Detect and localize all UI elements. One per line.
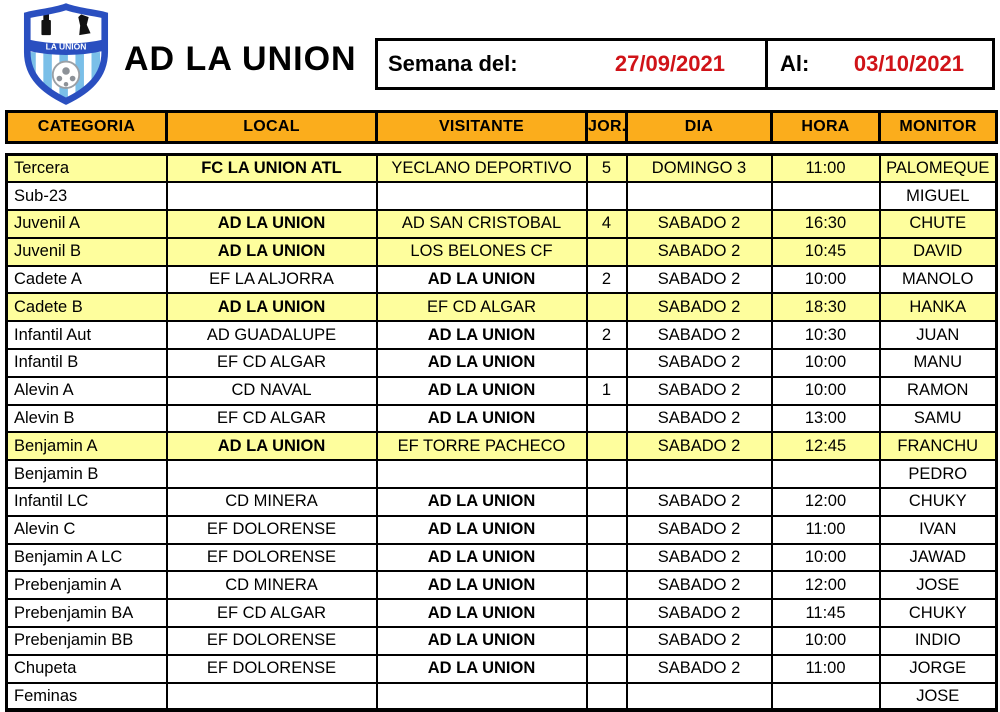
cell-local: EF CD ALGAR [167,349,377,377]
cell-jor: 1 [587,377,627,405]
schedule-table [5,110,995,712]
table-row [7,155,997,183]
cell-local [167,182,377,210]
cell-visitante: AD LA UNION [377,599,587,627]
column-header-jor: JOR. [587,112,627,143]
table-row [7,266,997,294]
cell-jor [587,182,627,210]
cell-dia [627,683,772,711]
cell-hora: 13:00 [772,405,880,433]
cell-dia: SABADO 2 [627,321,772,349]
cell-visitante: AD LA UNION [377,377,587,405]
cell-monitor: CHUTE [880,210,997,238]
football-icon [53,62,79,88]
cell-monitor: MIGUEL [880,182,997,210]
cell-local: AD LA UNION [167,432,377,460]
week-to-section [768,41,992,87]
table-row [7,627,997,655]
cell-local: EF DOLORENSE [167,655,377,683]
cell-hora: 10:30 [772,321,880,349]
column-header-monitor: MONITOR [880,112,997,143]
cell-categoria: Feminas [7,683,167,711]
cell-jor [587,488,627,516]
cell-jor [587,683,627,711]
week-from-date: 27/09/2021 [614,51,725,76]
cell-categoria: Tercera [7,155,167,183]
cell-local: AD LA UNION [167,238,377,266]
cell-local: AD GUADALUPE [167,321,377,349]
cell-monitor: CHUKY [880,488,997,516]
cell-categoria: Cadete B [7,293,167,321]
cell-categoria: Benjamin A LC [7,544,167,572]
cell-dia: SABADO 2 [627,627,772,655]
cell-visitante: AD LA UNION [377,627,587,655]
cell-categoria: Alevin A [7,377,167,405]
cell-categoria: Benjamin B [7,460,167,488]
cell-local: CD NAVAL [167,377,377,405]
week-range-box [375,38,995,90]
cell-visitante: LOS BELONES CF [377,238,587,266]
cell-monitor: JAWAD [880,544,997,572]
cell-categoria: Infantil B [7,349,167,377]
cell-hora: 11:00 [772,655,880,683]
cell-dia: SABADO 2 [627,238,772,266]
week-from-label: Semana del: [388,51,518,76]
cell-categoria: Cadete A [7,266,167,294]
cell-categoria: Alevin B [7,405,167,433]
table-row [7,182,997,210]
cell-dia: SABADO 2 [627,571,772,599]
cell-visitante: AD LA UNION [377,655,587,683]
cell-hora: 10:45 [772,238,880,266]
cell-jor [587,516,627,544]
table-row [7,293,997,321]
cell-dia: SABADO 2 [627,266,772,294]
table-row [7,238,997,266]
cell-jor [587,405,627,433]
cell-hora: 12:00 [772,571,880,599]
cell-local: AD LA UNION [167,293,377,321]
week-from-section [378,41,768,87]
cell-hora [772,182,880,210]
cell-visitante: AD SAN CRISTOBAL [377,210,587,238]
column-header-dia: DIA [627,112,772,143]
table-row [7,349,997,377]
cell-jor [587,655,627,683]
week-to-date: 03/10/2021 [853,51,964,76]
cell-visitante: YECLANO DEPORTIVO [377,155,587,183]
header-body-gap [5,144,995,153]
cell-monitor: JORGE [880,655,997,683]
column-header-local: LOCAL [167,112,377,143]
cell-local: EF CD ALGAR [167,599,377,627]
cell-monitor: MANOLO [880,266,997,294]
cell-dia: SABADO 2 [627,599,772,627]
cell-monitor: IVAN [880,516,997,544]
page-title: AD LA UNION [124,40,357,78]
table-row [7,460,997,488]
cell-categoria: Alevin C [7,516,167,544]
cell-hora: 10:00 [772,349,880,377]
cell-jor: 2 [587,266,627,294]
cell-monitor: JOSE [880,683,997,711]
cell-dia: SABADO 2 [627,210,772,238]
cell-categoria: Infantil LC [7,488,167,516]
cell-categoria: Prebenjamin BA [7,599,167,627]
cell-dia: SABADO 2 [627,377,772,405]
cell-visitante: AD LA UNION [377,266,587,294]
cell-dia: SABADO 2 [627,544,772,572]
cell-hora: 10:00 [772,266,880,294]
cell-monitor: RAMON [880,377,997,405]
cell-hora: 18:30 [772,293,880,321]
cell-dia: SABADO 2 [627,349,772,377]
cell-dia [627,460,772,488]
cell-jor [587,627,627,655]
cell-visitante: EF TORRE PACHECO [377,432,587,460]
cell-dia: SABADO 2 [627,405,772,433]
table-row [7,599,997,627]
table-row [7,516,997,544]
week-to-label: Al: [780,51,810,76]
cell-monitor: JOSE [880,571,997,599]
cell-hora: 10:00 [772,544,880,572]
crest-banner-text: LA UNIÓN [45,41,87,52]
cell-hora: 12:45 [772,432,880,460]
cell-monitor: PEDRO [880,460,997,488]
table-row [7,377,997,405]
table-row [7,488,997,516]
cell-local: EF DOLORENSE [167,516,377,544]
table-row [7,405,997,433]
cell-jor: 4 [587,210,627,238]
table-row [7,321,997,349]
cell-dia: SABADO 2 [627,488,772,516]
cell-dia: SABADO 2 [627,293,772,321]
cell-hora: 12:00 [772,488,880,516]
column-header-hora: HORA [772,112,880,143]
cell-visitante: AD LA UNION [377,405,587,433]
cell-jor: 5 [587,155,627,183]
cell-dia: DOMINGO 3 [627,155,772,183]
cell-jor [587,571,627,599]
cell-jor [587,349,627,377]
cell-local: AD LA UNION [167,210,377,238]
cell-local: EF DOLORENSE [167,544,377,572]
cell-monitor: MANU [880,349,997,377]
cell-hora [772,683,880,711]
cell-monitor: PALOMEQUE [880,155,997,183]
cell-local: FC LA UNION ATL [167,155,377,183]
cell-dia: SABADO 2 [627,516,772,544]
cell-hora: 10:00 [772,377,880,405]
cell-jor: 2 [587,321,627,349]
table-row [7,571,997,599]
header-row [7,112,997,143]
cell-local: CD MINERA [167,488,377,516]
schedule-body [5,153,998,712]
club-logo [18,3,114,105]
cell-monitor: CHUKY [880,599,997,627]
cell-visitante [377,460,587,488]
cell-local: EF DOLORENSE [167,627,377,655]
cell-visitante: AD LA UNION [377,488,587,516]
cell-categoria: Benjamin A [7,432,167,460]
column-header-categoria: CATEGORIA [7,112,167,143]
table-row [7,210,997,238]
cell-local: CD MINERA [167,571,377,599]
cell-categoria: Prebenjamin BB [7,627,167,655]
cell-monitor: SAMU [880,405,997,433]
cell-dia: SABADO 2 [627,655,772,683]
cell-categoria: Sub-23 [7,182,167,210]
cell-monitor: DAVID [880,238,997,266]
cell-jor [587,599,627,627]
cell-categoria: Prebenjamin A [7,571,167,599]
cell-jor [587,293,627,321]
cell-visitante [377,683,587,711]
cell-visitante: AD LA UNION [377,349,587,377]
cell-local: EF CD ALGAR [167,405,377,433]
cell-categoria: Juvenil A [7,210,167,238]
cell-hora: 10:00 [772,627,880,655]
cell-local: EF LA ALJORRA [167,266,377,294]
cell-hora: 11:00 [772,516,880,544]
schedule-header [5,110,998,144]
cell-jor [587,544,627,572]
cell-dia [627,182,772,210]
cell-hora: 11:45 [772,599,880,627]
cell-visitante [377,182,587,210]
table-row [7,432,997,460]
cell-visitante: AD LA UNION [377,571,587,599]
cell-hora [772,460,880,488]
cell-categoria: Juvenil B [7,238,167,266]
column-header-visitante: VISITANTE [377,112,587,143]
table-row [7,544,997,572]
cell-dia: SABADO 2 [627,432,772,460]
cell-visitante: AD LA UNION [377,544,587,572]
cell-jor [587,460,627,488]
cell-categoria: Chupeta [7,655,167,683]
cell-local [167,683,377,711]
cell-visitante: AD LA UNION [377,321,587,349]
table-row [7,683,997,711]
cell-categoria: Infantil Aut [7,321,167,349]
cell-monitor: JUAN [880,321,997,349]
cell-monitor: INDIO [880,627,997,655]
cell-jor [587,238,627,266]
cell-monitor: FRANCHU [880,432,997,460]
cell-visitante: EF CD ALGAR [377,293,587,321]
cell-jor [587,432,627,460]
cell-visitante: AD LA UNION [377,516,587,544]
cell-hora: 16:30 [772,210,880,238]
cell-local [167,460,377,488]
table-row [7,655,997,683]
cell-hora: 11:00 [772,155,880,183]
crest-banner [25,39,106,55]
cell-monitor: HANKA [880,293,997,321]
